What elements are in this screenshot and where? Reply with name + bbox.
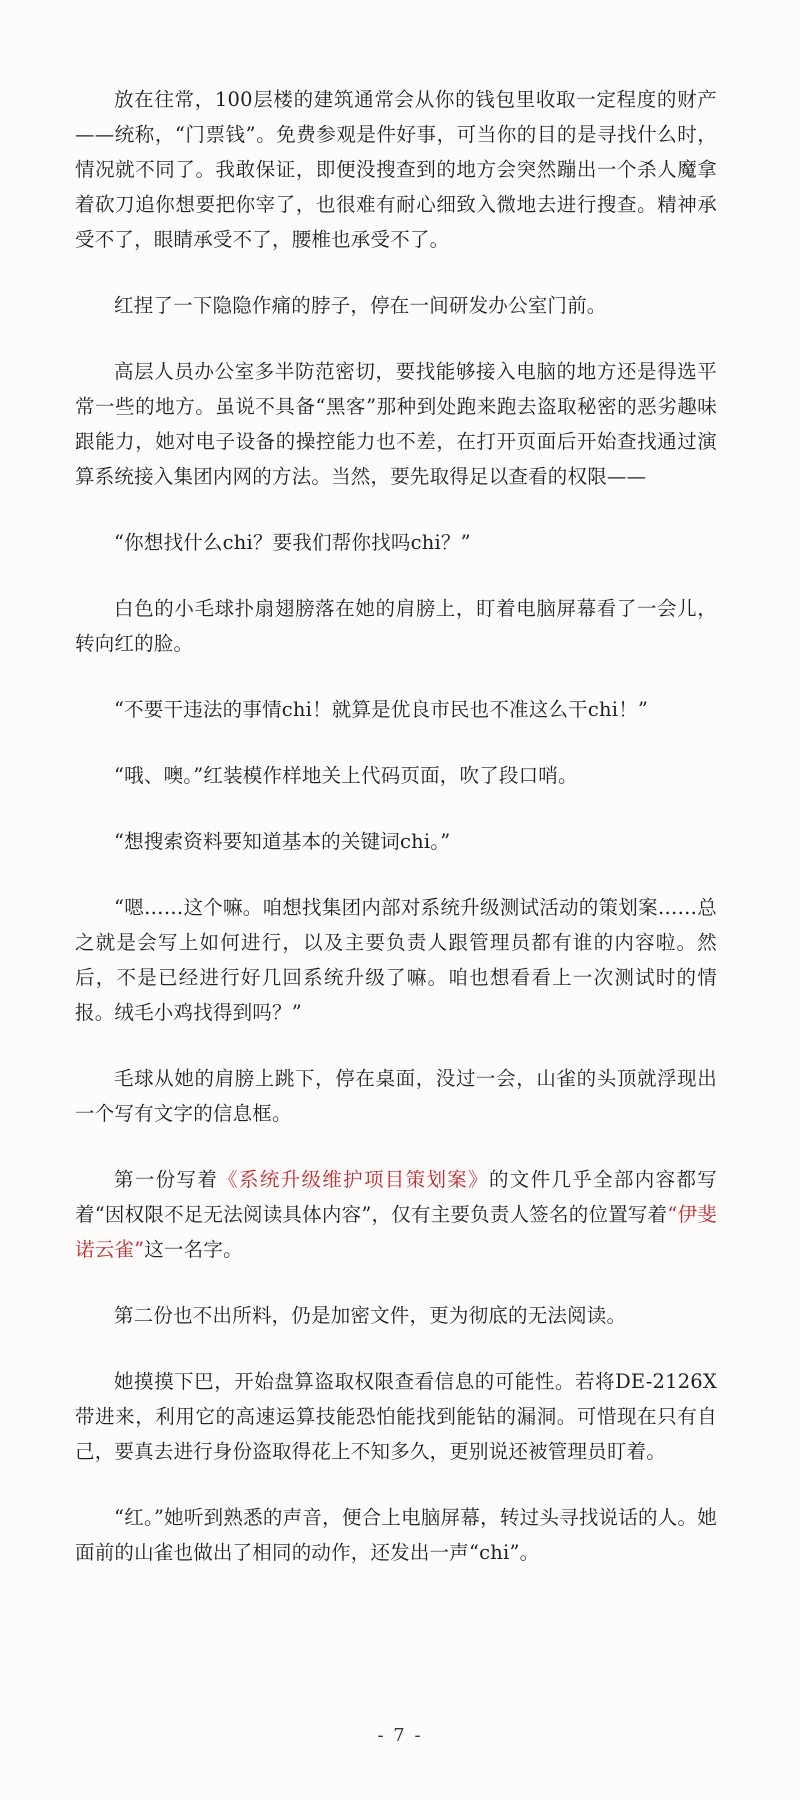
paragraph xyxy=(75,1364,717,1469)
paragraph xyxy=(75,525,717,560)
paragraph-text: 白色的小毛球扑扇翅膀落在她的肩膀上，盯着电脑屏幕看了一会儿，转向红的脸。 xyxy=(75,597,717,655)
document-body xyxy=(75,82,717,1601)
paragraph-text: 第二份也不出所料，仍是加密文件，更为彻底的无法阅读。 xyxy=(114,1304,627,1327)
paragraph-text: “你想找什么chi？要我们帮你找吗chi？” xyxy=(114,531,471,554)
paragraph xyxy=(75,1500,717,1570)
highlighted-text: 《系统升级维护项目策划案》 xyxy=(218,1168,489,1191)
paragraph xyxy=(75,591,717,661)
paragraph xyxy=(75,354,717,494)
paragraph xyxy=(75,758,717,793)
paragraph-text: “红。”她听到熟悉的声音，便合上电脑屏幕，转过头寻找说话的人。她面前的山雀也做出了相同的动作，还发出一声“chi”。 xyxy=(75,1506,717,1564)
page-number: - 7 - xyxy=(377,1725,423,1746)
paragraph-text: “哦、噢。”红装模作样地关上代码页面，吹了段口哨。 xyxy=(114,764,578,787)
paragraph xyxy=(75,692,717,727)
paragraph xyxy=(75,1298,717,1333)
paragraph-text: 红捏了一下隐隐作痛的脖子，停在一间研发办公室门前。 xyxy=(114,294,607,317)
paragraph-text: “不要干违法的事情chi！就算是优良市民也不准这么干chi！” xyxy=(114,698,649,721)
paragraph-text: 的文件几乎全部内容都写着“因权限不足无法阅读具体内容”，仅有主要负责人签名的位置写着 xyxy=(75,1168,717,1226)
paragraph xyxy=(75,1162,717,1267)
paragraph-text: 她摸摸下巴，开始盘算盗取权限查看信息的可能性。若将DE-2126X带进来，利用它的高速运算技能恐怕能找到能钻的漏洞。可惜现在只有自己，要真去进行身份盗取得花上不知多久，更别说还被管理员盯着。 xyxy=(75,1370,717,1463)
paragraph xyxy=(75,1061,717,1131)
paragraph xyxy=(75,288,717,323)
paragraph-text: 放在往常，100层楼的建筑通常会从你的钱包里收取一定程度的财产——统称，“门票钱”。免费参观是件好事，可当你的目的是寻找什么时，情况就不同了。我敢保证，即便没搜查到的地方会突然蹦出一个杀人魔拿着砍刀追你想要把你宰了，也很难有耐心细致入微地去进行搜查。精神承受不了，眼睛承受不了，腰椎也承受不了。 xyxy=(75,88,717,251)
paragraph-text: “嗯……这个嘛。咱想找集团内部对系统升级测试活动的策划案……总之就是会写上如何进行，以及主要负责人跟管理员都有谁的内容啦。然后，不是已经进行好几回系统升级了嘛。咱也想看看上一次测试时的情报。绒毛小鸡找得到吗？” xyxy=(75,896,717,1024)
paragraph xyxy=(75,82,717,257)
paragraph-text: 高层人员办公室多半防范密切，要找能够接入电脑的地方还是得选平常一些的地方。虽说不具备“黑客”那种到处跑来跑去盗取秘密的恶劣趣味跟能力，她对电子设备的操控能力也不差，在打开页面后开始查找通过演算系统接入集团内网的方法。当然，要先取得足以查看的权限—— xyxy=(75,360,717,488)
paragraph xyxy=(75,824,717,859)
paragraph-text: “想搜索资料要知道基本的关键词chi。” xyxy=(114,830,451,853)
highlighted-text: “伊斐诺云雀” xyxy=(75,1203,717,1261)
paragraph-text: 毛球从她的肩膀上跳下，停在桌面，没过一会，山雀的头顶就浮现出一个写有文字的信息框。 xyxy=(75,1067,717,1125)
paragraph-text: 这一名字。 xyxy=(144,1238,243,1261)
paragraph xyxy=(75,890,717,1030)
paragraph-text: 第一份写着 xyxy=(114,1168,219,1191)
